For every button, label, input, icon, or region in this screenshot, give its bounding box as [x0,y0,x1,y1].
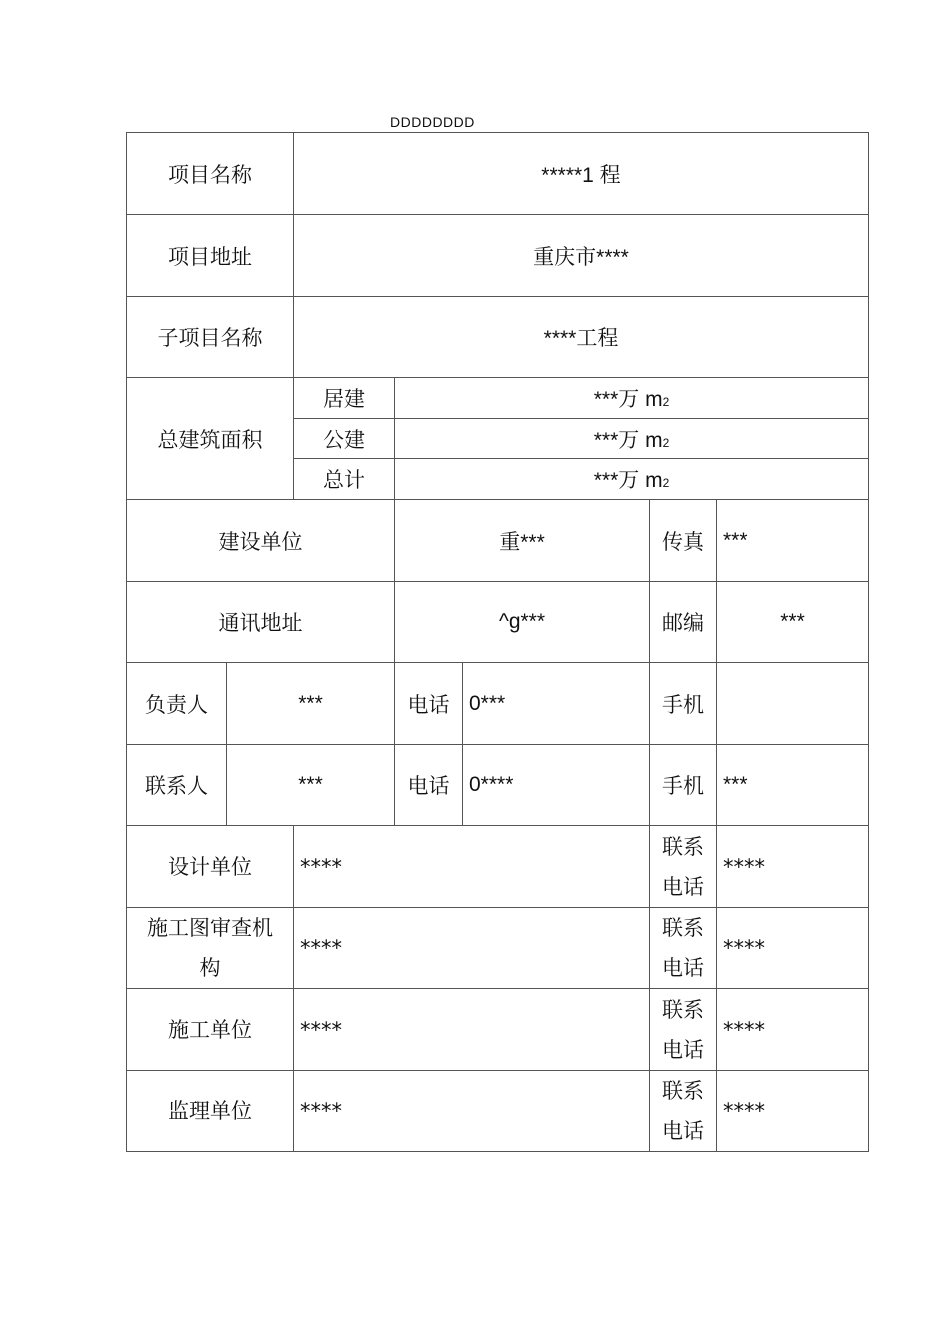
supervision-unit-value: **** [294,1071,650,1152]
project-name-value: *****1 程 [294,133,869,215]
total-area-label: 总建筑面积 [127,378,294,500]
review-org-value: **** [294,908,650,989]
subproject-name-value: ****工程 [294,297,869,378]
subproject-name-label: 子项目名称 [127,297,294,378]
fax-value: *** [717,500,869,582]
area-residential-value: ***万 m2 [395,378,869,419]
contact-name-value: *** [227,745,395,826]
builder-unit-label: 建设单位 [127,500,395,582]
postcode-label: 邮编 [650,582,717,663]
builder-address-label: 通讯地址 [127,582,395,663]
postcode-value: *** [717,582,869,663]
fax-label: 传真 [650,500,717,582]
row-project-name [127,133,869,215]
row-contact-person [127,745,869,826]
builder-address-value: ^g*** [395,582,650,663]
person-mobile-label: 手机 [650,663,717,745]
design-contact-value: **** [717,826,869,908]
area-public-label: 公建 [294,419,395,459]
person-phone-label: 电话 [395,663,463,745]
row-builder-address [127,582,869,663]
contact-mobile-label: 手机 [650,745,717,826]
supervision-unit-label: 监理单位 [127,1071,294,1152]
row-builder-unit [127,500,869,582]
project-address-label: 项目地址 [127,215,294,297]
construction-unit-value: **** [294,989,650,1071]
person-phone-value: 0*** [463,663,650,745]
project-address-value: 重庆市**** [294,215,869,297]
person-role-label: 负责人 [127,663,227,745]
row-project-address [127,215,869,297]
row-design-unit [127,826,869,908]
construction-unit-label: 施工单位 [127,989,294,1071]
builder-unit-value: 重*** [395,500,650,582]
row-person-in-charge [127,663,869,745]
row-review-org [127,908,869,989]
contact-role-label: 联系人 [127,745,227,826]
review-contact-value: **** [717,908,869,989]
construction-contact-value: **** [717,989,869,1071]
document-header: DDDDDDDD [390,114,475,130]
project-info-table [126,132,869,1152]
project-name-label: 项目名称 [127,133,294,215]
row-construction-unit [127,989,869,1071]
area-total-label: 总计 [294,459,395,500]
contact-mobile-value: *** [717,745,869,826]
design-unit-value: **** [294,826,650,908]
contact-phone-label: 电话 [395,745,463,826]
review-org-label: 施工图审查机 构 [127,908,294,989]
supervision-contact-value: **** [717,1071,869,1152]
row-supervision-unit [127,1071,869,1152]
supervision-contact-label: 联系 电话 [650,1071,717,1152]
contact-phone-value: 0**** [463,745,650,826]
area-public-value: ***万 m2 [395,419,869,459]
person-mobile-value [717,663,869,745]
construction-contact-label: 联系 电话 [650,989,717,1071]
row-subproject-name [127,297,869,378]
design-unit-label: 设计单位 [127,826,294,908]
area-residential-label: 居建 [294,378,395,419]
row-area-residential [127,378,869,419]
review-contact-label: 联系 电话 [650,908,717,989]
area-total-value: ***万 m2 [395,459,869,500]
design-contact-label: 联系 电话 [650,826,717,908]
person-name-value: *** [227,663,395,745]
